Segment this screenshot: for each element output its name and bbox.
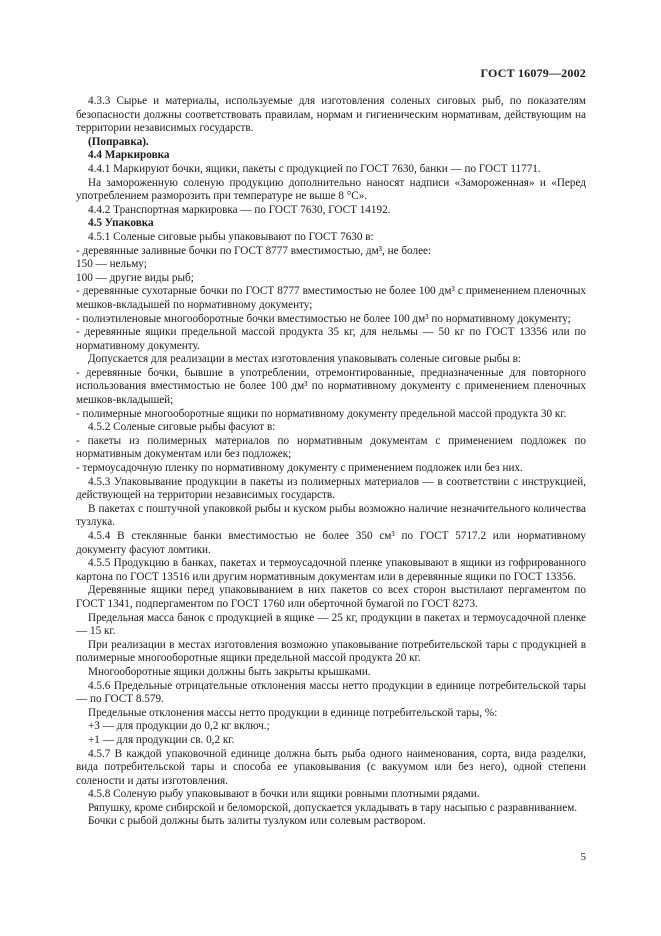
paragraph: 4.3.3 Сырье и материалы, используемые для изготовления соленых сиговых рыб, по показателям безопасности должны соответствовать правилам, нормам и гигиеническим нормативам, действующим на территории независимых государств.	[76, 95, 586, 135]
paragraph: 4.5.4 В стеклянные банки вместимостью не более 350 см³ по ГОСТ 5717.2 или нормативному документу фасуют ломтики.	[76, 530, 586, 556]
paragraph: 4.5.8 Соленую рыбу упаковывают в бочки или ящики ровными плотными рядами.	[88, 788, 480, 801]
paragraph: - пакеты из полимерных материалов по нормативным документам с применением подложек по нормативным документам или без подложек;	[76, 434, 586, 461]
paragraph: На замороженную соленую продукцию дополнительно наносят надписи «Замороженная» и «Перед употреблением разморозить при температуре не выше 8 °С».	[76, 176, 586, 203]
paragraph: Многооборотные ящики должны быть закрыты крышками.	[88, 665, 371, 678]
paragraph: В пакетах с поштучной упаковкой рыбы и куском рыбы возможно наличие незначительного количества тузлука.	[76, 502, 586, 529]
standard-header: ГОСТ 16079—2002	[480, 66, 586, 80]
paragraph: 4.5.5 Продукцию в банках, пакетах и термоусадочной пленке упаковывают в ящики из гофрированного картона по ГОСТ 13516 или другим нормативным документам или в деревянные ящики по ГОСТ 13356.	[76, 557, 586, 583]
paragraph: 4.5.6 Предельные отрицательные отклонения массы нетто продукции в единице потребительской тары — по ГОСТ 8.579.	[76, 679, 586, 706]
paragraph: +1 — для продукции св. 0,2 кг.	[88, 733, 235, 746]
paragraph: 100 — другие виды рыб;	[76, 271, 194, 284]
document-body	[76, 95, 586, 829]
paragraph: 4.5.2 Соленые сиговые рыбы фасуют в:	[88, 421, 276, 434]
section-heading: (Поправка).	[88, 135, 149, 148]
paragraph: Допускается для реализации в местах изготовления упаковывать соленые сиговые рыбы в:	[88, 353, 521, 366]
section-heading: 4.5 Упаковка	[88, 217, 154, 230]
paragraph: Ряпушку, кроме сибирской и беломорской, допускается укладывать в тару насыпью с разравниванием.	[88, 801, 578, 814]
paragraph: +3 — для продукции до 0,2 кг включ.;	[88, 720, 270, 733]
paragraph: - деревянные бочки, бывшие в употреблении, отремонтированные, предназначенные для повторного использования вместимостью не более 100 дм³ по нормативному документу с применением пленочных мешков-вкладышей;	[76, 366, 586, 407]
paragraph: - деревянные ящики предельной массой продукта 35 кг, для нельмы — 50 кг по ГОСТ 13356 или по нормативному документу.	[76, 326, 586, 352]
paragraph: 4.4.2 Транспортная маркировка — по ГОСТ 7630, ГОСТ 14192.	[88, 203, 391, 216]
paragraph: Предельные отклонения массы нетто продукции в единице потребительской тары, %:	[88, 706, 498, 719]
paragraph: Деревянные ящики перед упаковыванием в них пакетов со всех сторон выстилают пергаментом по ГОСТ 1341, подпергаментом по ГОСТ 1760 или оберточной бумагой по ГОСТ 8273.	[76, 584, 586, 610]
paragraph: 4.5.1 Соленые сиговые рыбы упаковывают по ГОСТ 7630 в:	[88, 230, 374, 243]
paragraph: - термоусадочную пленку по нормативному документу с применением подложек или без них.	[76, 462, 523, 475]
paragraph: - полиэтиленовые многооборотные бочки вместимостью не более 100 дм³ по нормативному документу;	[76, 312, 571, 325]
paragraph: 4.5.3 Упаковывание продукции в пакеты из полимерных материалов — в соответствии с инструкцией, действующей на территории независимых государств.	[76, 475, 586, 502]
paragraph: Бочки с рыбой должны быть залиты тузлуком или солевым раствором.	[88, 815, 426, 828]
paragraph: Предельная масса банок с продукцией в ящике — 25 кг, продукции в пакетах и термоусадочной пленке — 15 кг.	[76, 611, 586, 638]
paragraph: - деревянные сухотарные бочки по ГОСТ 8777 вместимостью не более 100 дм³ с применением пленочных мешков-вкладышей по нормативному документу;	[76, 285, 586, 311]
page-number: 5	[580, 851, 586, 863]
paragraph: - полимерные многооборотные ящики по нормативному документу предельной массой продукта 30 кг.	[76, 407, 567, 420]
section-heading: 4.4 Маркировка	[88, 149, 170, 162]
paragraph: 4.4.1 Маркируют бочки, ящики, пакеты с продукцией по ГОСТ 7630, банки — по ГОСТ 11771.	[88, 162, 541, 175]
paragraph: 150 — нельму;	[76, 258, 147, 271]
paragraph: 4.5.7 В каждой упаковочной единице должна быть рыба одного наименования, сорта, вида разделки, вида потребительской тары и способа ее упаковывания (с вакуумом или без него), одной степени солености и даты изготовления.	[76, 747, 586, 787]
paragraph: - деревянные заливные бочки по ГОСТ 8777 вместимостью, дм³, не более:	[76, 244, 432, 257]
paragraph: При реализации в местах изготовления возможно упаковывание потребительской тары с продукцией в полимерные многооборотные ящики предельной массой продукта 20 кг.	[76, 638, 586, 665]
